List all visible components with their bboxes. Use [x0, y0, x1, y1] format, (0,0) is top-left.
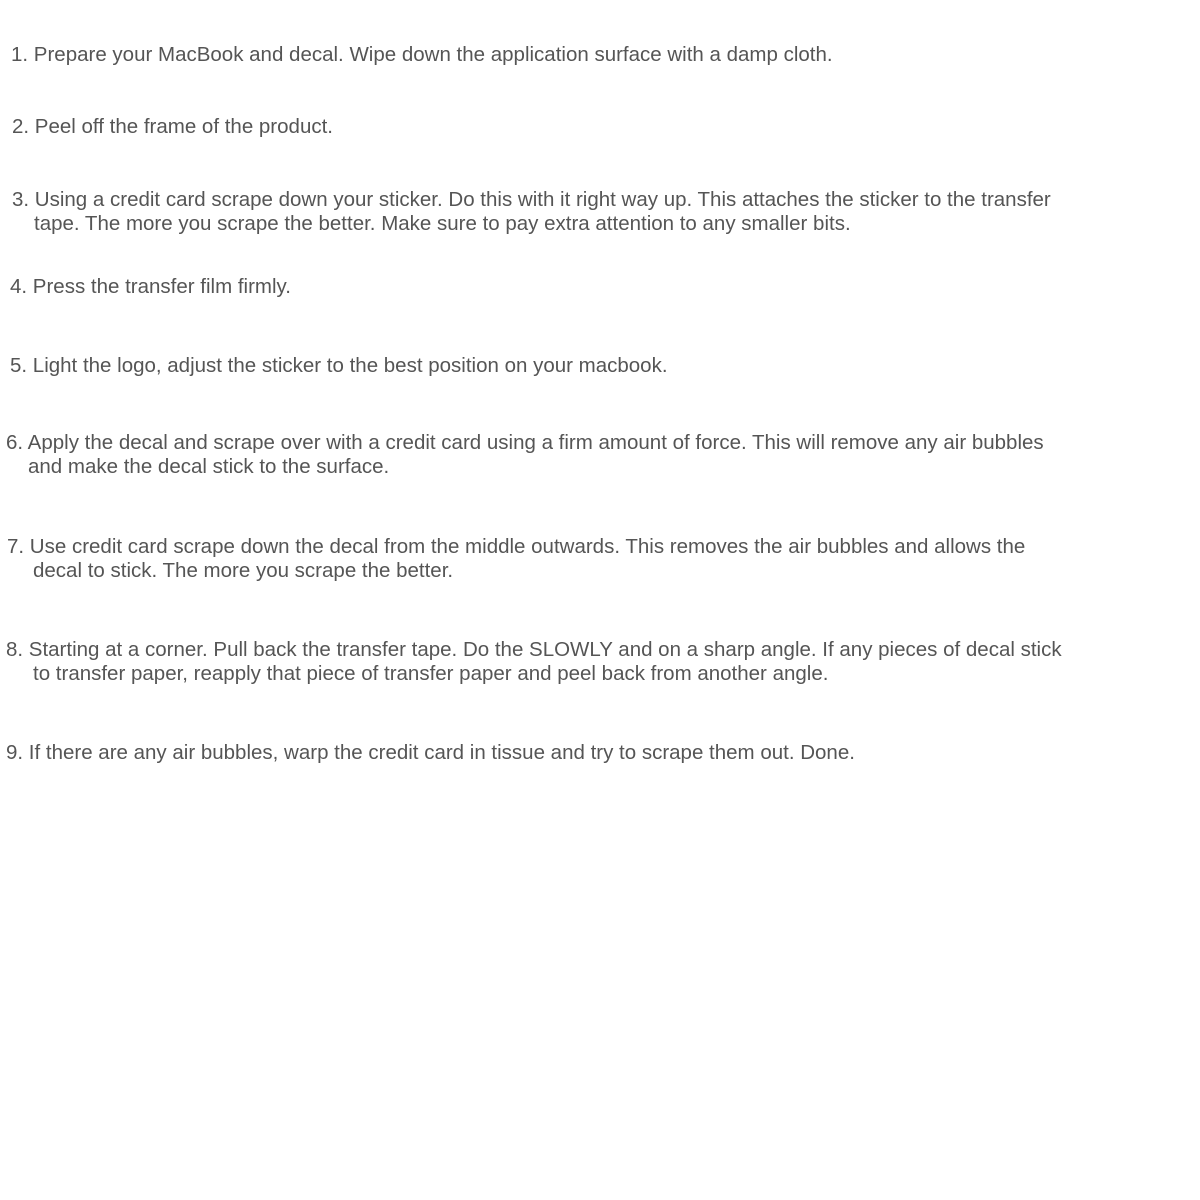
step-3-text-line-1: 3. Using a credit card scrape down your sticker. Do this with it right way up. This attaches the sticker to the transfer — [12, 188, 1051, 211]
step-2-text: 2. Peel off the frame of the product. — [12, 115, 333, 138]
step-7 — [7, 535, 1025, 583]
step-6-text-line-1: 6. Apply the decal and scrape over with a credit card using a firm amount of force. This will remove any air bubbles — [6, 431, 1044, 454]
step-1-text: 1. Prepare your MacBook and decal. Wipe down the application surface with a damp cloth. — [11, 43, 833, 66]
step-2 — [12, 115, 333, 139]
step-8-text-line-1: 8. Starting at a corner. Pull back the transfer tape. Do the SLOWLY and on a sharp angle. If any pieces of decal stick — [6, 638, 1062, 661]
step-3 — [12, 188, 1051, 236]
step-9-text: 9. If there are any air bubbles, warp the credit card in tissue and try to scrape them out. Done. — [6, 741, 855, 764]
step-5-text: 5. Light the logo, adjust the sticker to the best position on your macbook. — [10, 354, 668, 377]
step-3-text-line-2: tape. The more you scrape the better. Make sure to pay extra attention to any smaller bits. — [34, 212, 851, 235]
step-4 — [10, 275, 291, 299]
step-8 — [6, 638, 1062, 686]
step-7-text-line-1: 7. Use credit card scrape down the decal from the middle outwards. This removes the air bubbles and allows the — [7, 535, 1026, 558]
step-8-text-line-2: to transfer paper, reapply that piece of transfer paper and peel back from another angle. — [33, 662, 829, 685]
step-6 — [6, 431, 1044, 479]
step-7-text-line-2: decal to stick. The more you scrape the better. — [33, 559, 454, 582]
step-1 — [11, 43, 833, 67]
step-9 — [6, 741, 855, 765]
step-4-text: 4. Press the transfer film firmly. — [10, 275, 291, 298]
step-5 — [10, 354, 668, 378]
step-6-text-line-2: and make the decal stick to the surface. — [28, 455, 390, 478]
